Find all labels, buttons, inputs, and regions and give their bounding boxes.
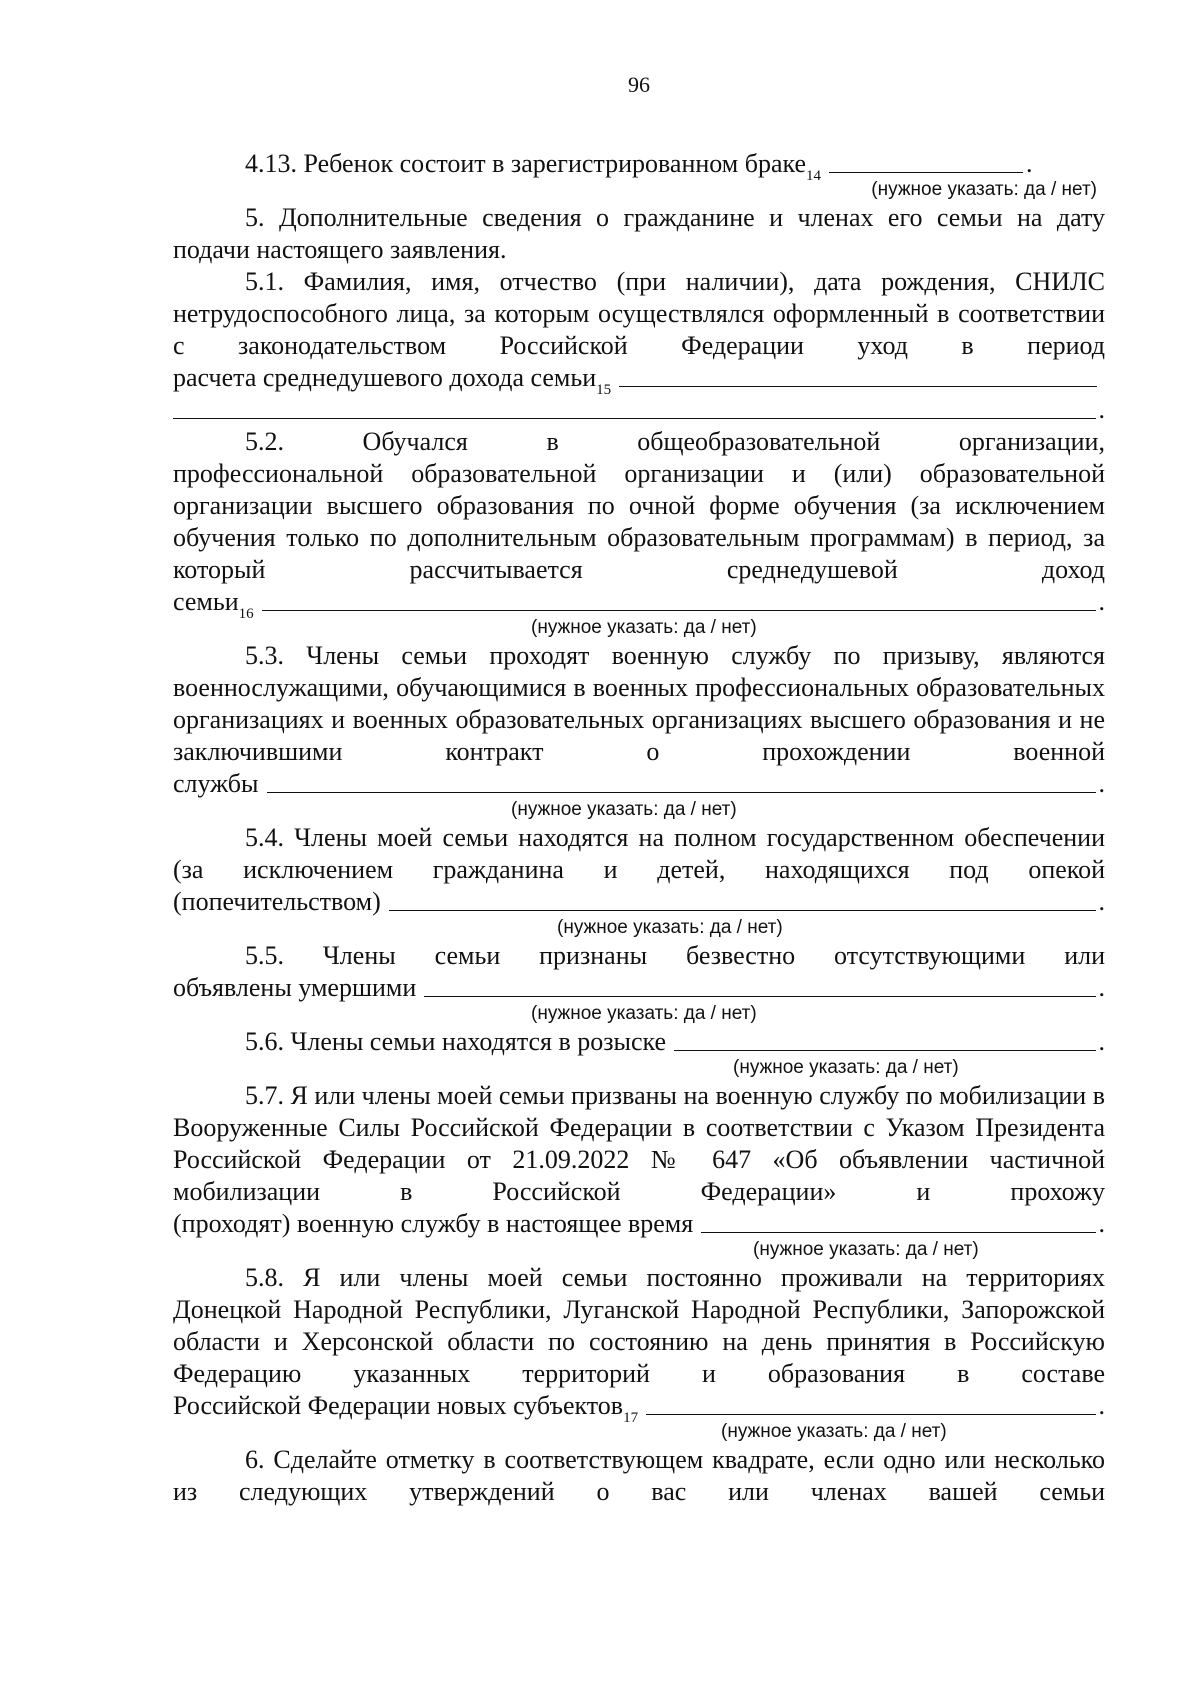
- item-5-5-hint: (нужное указать: да / нет): [531, 1003, 757, 1024]
- item-5-4-hint: (нужное указать: да / нет): [557, 917, 783, 938]
- item-5-2-hint: (нужное указать: да / нет): [531, 617, 757, 638]
- item-5-6: 5.6. Члены семьи находятся в розыске .: [245, 1027, 1105, 1056]
- item-5-8-text: 5.8. Я или члены моей семьи постоянно проживали на территориях Донецкой Народной Республики, Луганской Народной Республики, Запорожской области и Херсонской области по состоянию на день принятия в Российскую Федерацию указанных территорий и образования в составе: [173, 1263, 1105, 1388]
- item-5-1-extra-line: .: [173, 394, 1105, 426]
- item-4-13-label: 4.13. Ребенок состоит в зарегистрированном браке: [245, 149, 807, 178]
- item-5-7-hint: (нужное указать: да / нет): [753, 1239, 979, 1260]
- item-5-2-text: профессиональной образовательной организации и (или) образовательной организации высшего образования по очной форме обучения (за исключением обучения только по дополнительным образовательным программам) в период, за который рассчитывается среднедушевой доход: [173, 459, 1105, 584]
- item-5-5-last-line: объявлены умершими .: [173, 973, 1105, 1002]
- item-5-2-first-line: 5.2. Обучался в общеобразовательной организации,: [245, 427, 1105, 456]
- item-5-1-last-line: расчета среднедушевого дохода семьи $^{15}$: [173, 362, 1105, 394]
- item-5-7-text: 5.7. Я или члены моей семьи призваны на военную службу по мобилизации в Вооруженные Силы Российской Федерации в соответствии с Указом Президента Российской Федерации от 21.09.2022 № 647 «Об объявлении частичной мобилизации в Российской Федерации» и прохожу: [173, 1081, 1105, 1206]
- item-5-5-answer-field[interactable]: [424, 996, 1095, 997]
- item-5-3-hint: (нужное указать: да / нет): [511, 799, 737, 820]
- item-4-13-hint: (нужное указать: да / нет): [871, 179, 1097, 200]
- item-5-1-answer-field-2[interactable]: [173, 418, 1096, 419]
- item-5-8-last-line: Российской Федерации новых субъектов $^{17}$ .: [173, 1391, 1105, 1426]
- item-5-3-last-line: службы .: [173, 769, 1105, 798]
- item-5-2-last-line: семьи $^{16}$ .: [173, 587, 1105, 622]
- item-5-8-answer-field[interactable]: [646, 1414, 1095, 1415]
- form-body: [173, 148, 1105, 1508]
- item-5-4-last-line: (попечительством) .: [173, 887, 1105, 916]
- item-5-1-text: 5.1. Фамилия, имя, отчество (при наличии), дата рождения, СНИЛС нетрудоспособного лица, за которым осуществлялся оформленный в соответствии с законодательством Российской Федерации уход в период: [173, 267, 1105, 360]
- item-5-5-first-line: 5.5. Члены семьи признаны безвестно отсутствующими или: [245, 941, 1105, 970]
- item-5-7-answer-field[interactable]: [701, 1232, 1095, 1233]
- item-5-3-text: 5.3. Члены семьи проходят военную службу по призыву, являются военнослужащими, обучающимися в военных профессиональных образовательных организациях и военных образовательных организациях высшего образования и не заключившими контракт о прохождении военной: [173, 641, 1105, 766]
- item-5-4-text: 5.4. Члены моей семьи находятся на полном государственном обеспечении (за исключением гражданина и детей, находящихся под опекой: [173, 823, 1105, 884]
- item-4-13-answer-field[interactable]: [829, 172, 1023, 173]
- page-number: 96: [628, 72, 650, 97]
- item-5-3-answer-field[interactable]: [267, 792, 1096, 793]
- item-5-2-answer-field[interactable]: [262, 610, 1096, 611]
- item-5-7-last-line: (проходят) военную службу в настоящее время .: [173, 1209, 1105, 1238]
- item-5-6-answer-field[interactable]: [674, 1050, 1095, 1051]
- item-5-8-hint: (нужное указать: да / нет): [721, 1421, 947, 1442]
- item-4-13: 4.13. Ребенок состоит в зарегистрированном браке $^{14}$ .: [245, 149, 1033, 184]
- item-5-6-hint: (нужное указать: да / нет): [733, 1057, 959, 1078]
- item-5-1-answer-field[interactable]: [619, 386, 1097, 387]
- section-5-heading: 5. Дополнительные сведения о гражданине и членах его семьи на дату подачи настоящего заявления.: [173, 203, 1105, 264]
- document-page: [173, 0, 1105, 1697]
- section-6-text: 6. Сделайте отметку в соответствующем квадрате, если одно или несколько из следующих утверждений о вас или членах вашей семьи: [173, 1445, 1105, 1506]
- item-5-4-answer-field[interactable]: [389, 910, 1096, 911]
